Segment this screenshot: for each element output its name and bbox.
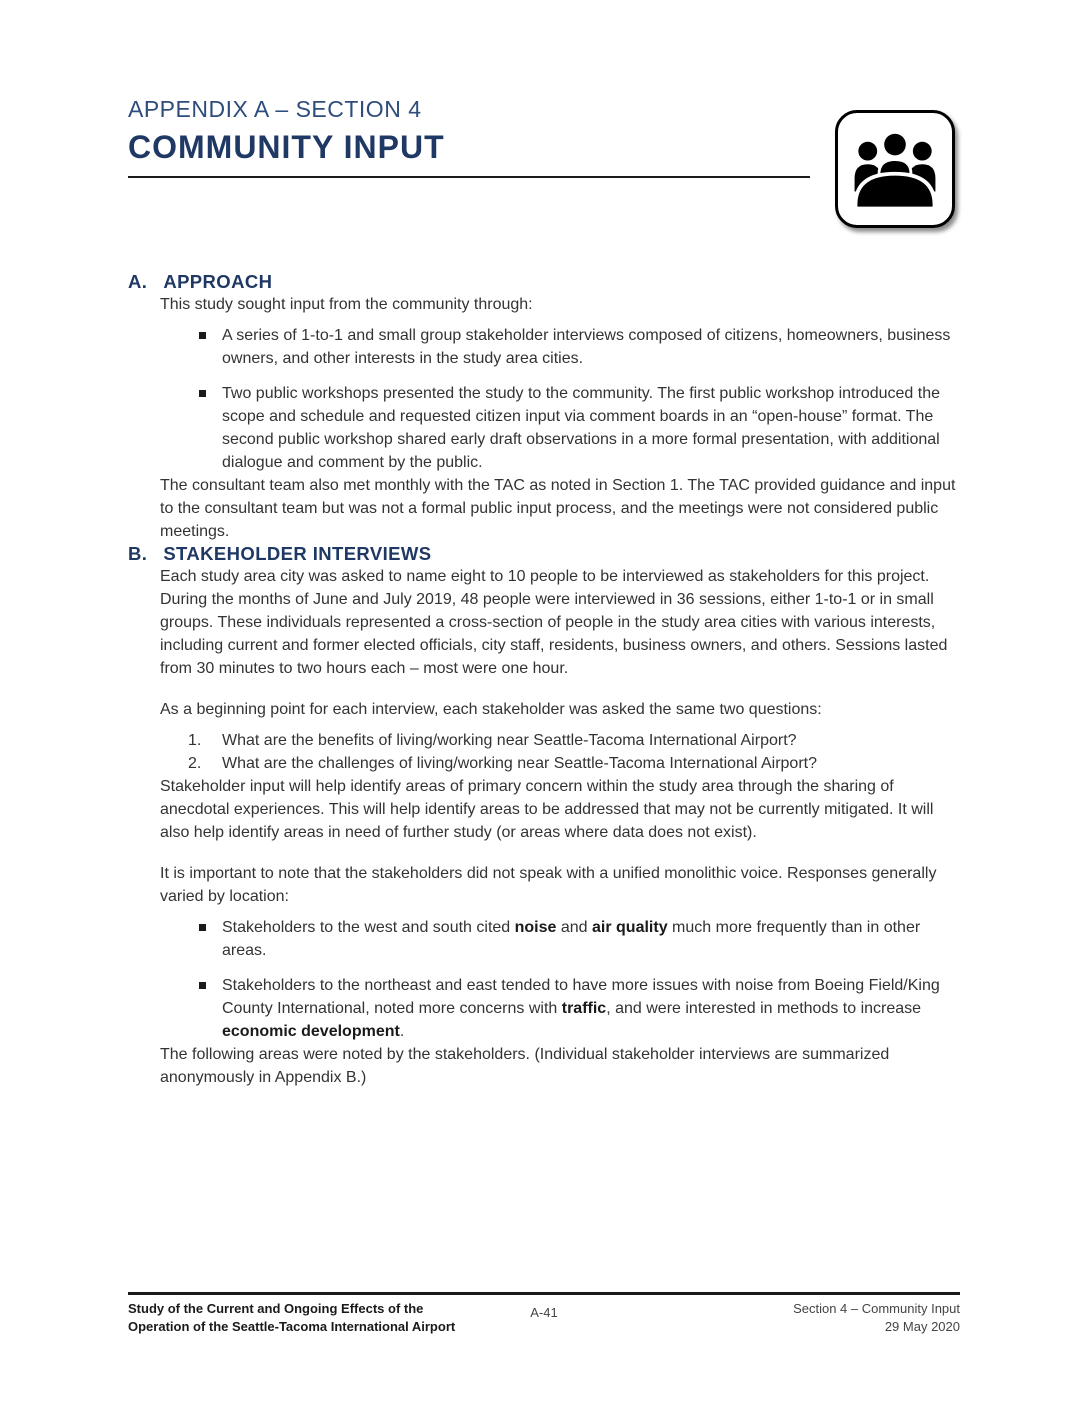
bullet-segment: Stakeholders to the west and south cited	[222, 919, 515, 936]
title-divider	[128, 176, 810, 178]
footer-divider	[128, 1292, 960, 1295]
bullet-segment-bold: traffic	[561, 1000, 607, 1017]
footer-date: 29 May 2020	[884, 1319, 960, 1334]
bullet-text: Two public workshops presented the study to the community. The first public workshop introduced the scope and schedule and requested citizen input via comment boards in an “open-house” format. The second public workshop shared early draft observations in a more formal presentation, with additional dialogue and comment by the public.	[222, 385, 940, 471]
list-item	[128, 729, 960, 752]
bullet-segment: , and were interested in methods to increase	[606, 1000, 922, 1017]
section-a-closing: The consultant team also met monthly with the TAC as noted in Section 1. The TAC provided guidance and input to the consultant team but was not a formal public input process, and the meetings were not considered public meetings.	[160, 477, 956, 540]
square-bullet-icon	[199, 924, 206, 931]
section-b-bullet-list	[128, 916, 960, 1043]
section-b-para1: Each study area city was asked to name eight to 10 people to be interviewed as stakeholders for this project. During the months of June and July 2019, 48 people were interviewed in 36 sessions, either 1-to-1 or in small groups. These individuals represented a cross-section of people in the study area cities with various interests, including current and former elected officials, city staff, residents, business owners, and others. Sessions lasted from 30 minutes to two hours each – most were one hour.	[160, 568, 948, 677]
section-a-title: APPROACH	[163, 271, 273, 292]
section-b-para4: The following areas were noted by the stakeholders. (Individual stakeholder interviews are summarized anonymously in Appendix B.)	[160, 1046, 890, 1086]
section-b-label: B.	[128, 543, 148, 564]
questions-intro: As a beginning point for each interview, each stakeholder was asked the same two questions:	[160, 701, 822, 718]
bullet-text	[222, 977, 940, 1040]
section-b-para3: It is important to note that the stakeholders did not speak with a unified monolithic voice. Responses generally varied by location:	[160, 865, 937, 905]
bullet-segment: .	[399, 1023, 405, 1040]
square-bullet-icon	[199, 390, 206, 397]
question-number: 2.	[188, 755, 202, 772]
square-bullet-icon	[199, 982, 206, 989]
list-item	[128, 974, 960, 1043]
bullet-segment-bold: air quality	[592, 919, 668, 936]
square-bullet-icon	[199, 332, 206, 339]
list-item	[128, 752, 960, 775]
page-title: COMMUNITY INPUT	[128, 129, 445, 165]
bullet-segment: and	[556, 919, 593, 936]
bullet-segment-bold: economic development	[222, 1023, 400, 1040]
footer-document-title	[128, 1300, 468, 1336]
bullet-segment: much more frequently than in other areas.	[222, 919, 921, 959]
list-item	[128, 916, 960, 962]
section-b-para2: Stakeholder input will help identify areas of primary concern within the study area through the sharing of anecdotal experiences. This will help identify areas to be addressed that may not be currently mitigated. It will also help identify areas in need of further study (or areas where data does not exist).	[160, 778, 934, 841]
list-item	[128, 382, 960, 474]
question-number: 1.	[188, 732, 202, 749]
page-number: A-41	[530, 1305, 558, 1320]
section-a-intro: This study sought input from the community through:	[160, 296, 533, 313]
list-item	[128, 324, 960, 370]
footer-title-line2: Operation of the Seattle-Tacoma International Airport	[128, 1319, 456, 1334]
question-text: What are the benefits of living/working near Seattle-Tacoma International Airport?	[222, 732, 797, 749]
section-a-label: A.	[128, 271, 148, 292]
bullet-text	[222, 919, 920, 959]
question-text: What are the challenges of living/working near Seattle-Tacoma International Airport?	[222, 755, 817, 772]
footer-section-info	[620, 1300, 960, 1336]
bullet-text: A series of 1-to-1 and small group stakeholder interviews composed of citizens, homeowners, business owners, and other interests in the study area cities.	[222, 327, 951, 367]
section-b-heading	[128, 543, 960, 565]
section-a-heading	[128, 271, 960, 293]
questions-list	[128, 729, 960, 775]
document-body	[128, 271, 960, 1089]
section-a-bullet-list	[128, 324, 960, 474]
bullet-segment: Stakeholders to the northeast and east tended to have more issues with noise from Boeing Field/King County International, noted more concerns with	[222, 977, 940, 1017]
appendix-eyebrow: APPENDIX A – SECTION 4	[128, 96, 422, 122]
footer-title-line1: Study of the Current and Ongoing Effects of the	[128, 1301, 424, 1316]
community-people-icon	[835, 110, 955, 228]
bullet-segment-bold: noise	[514, 919, 557, 936]
footer-section-name: Section 4 – Community Input	[793, 1301, 960, 1316]
page-footer	[128, 1300, 960, 1336]
section-b-title: STAKEHOLDER INTERVIEWS	[163, 543, 432, 564]
